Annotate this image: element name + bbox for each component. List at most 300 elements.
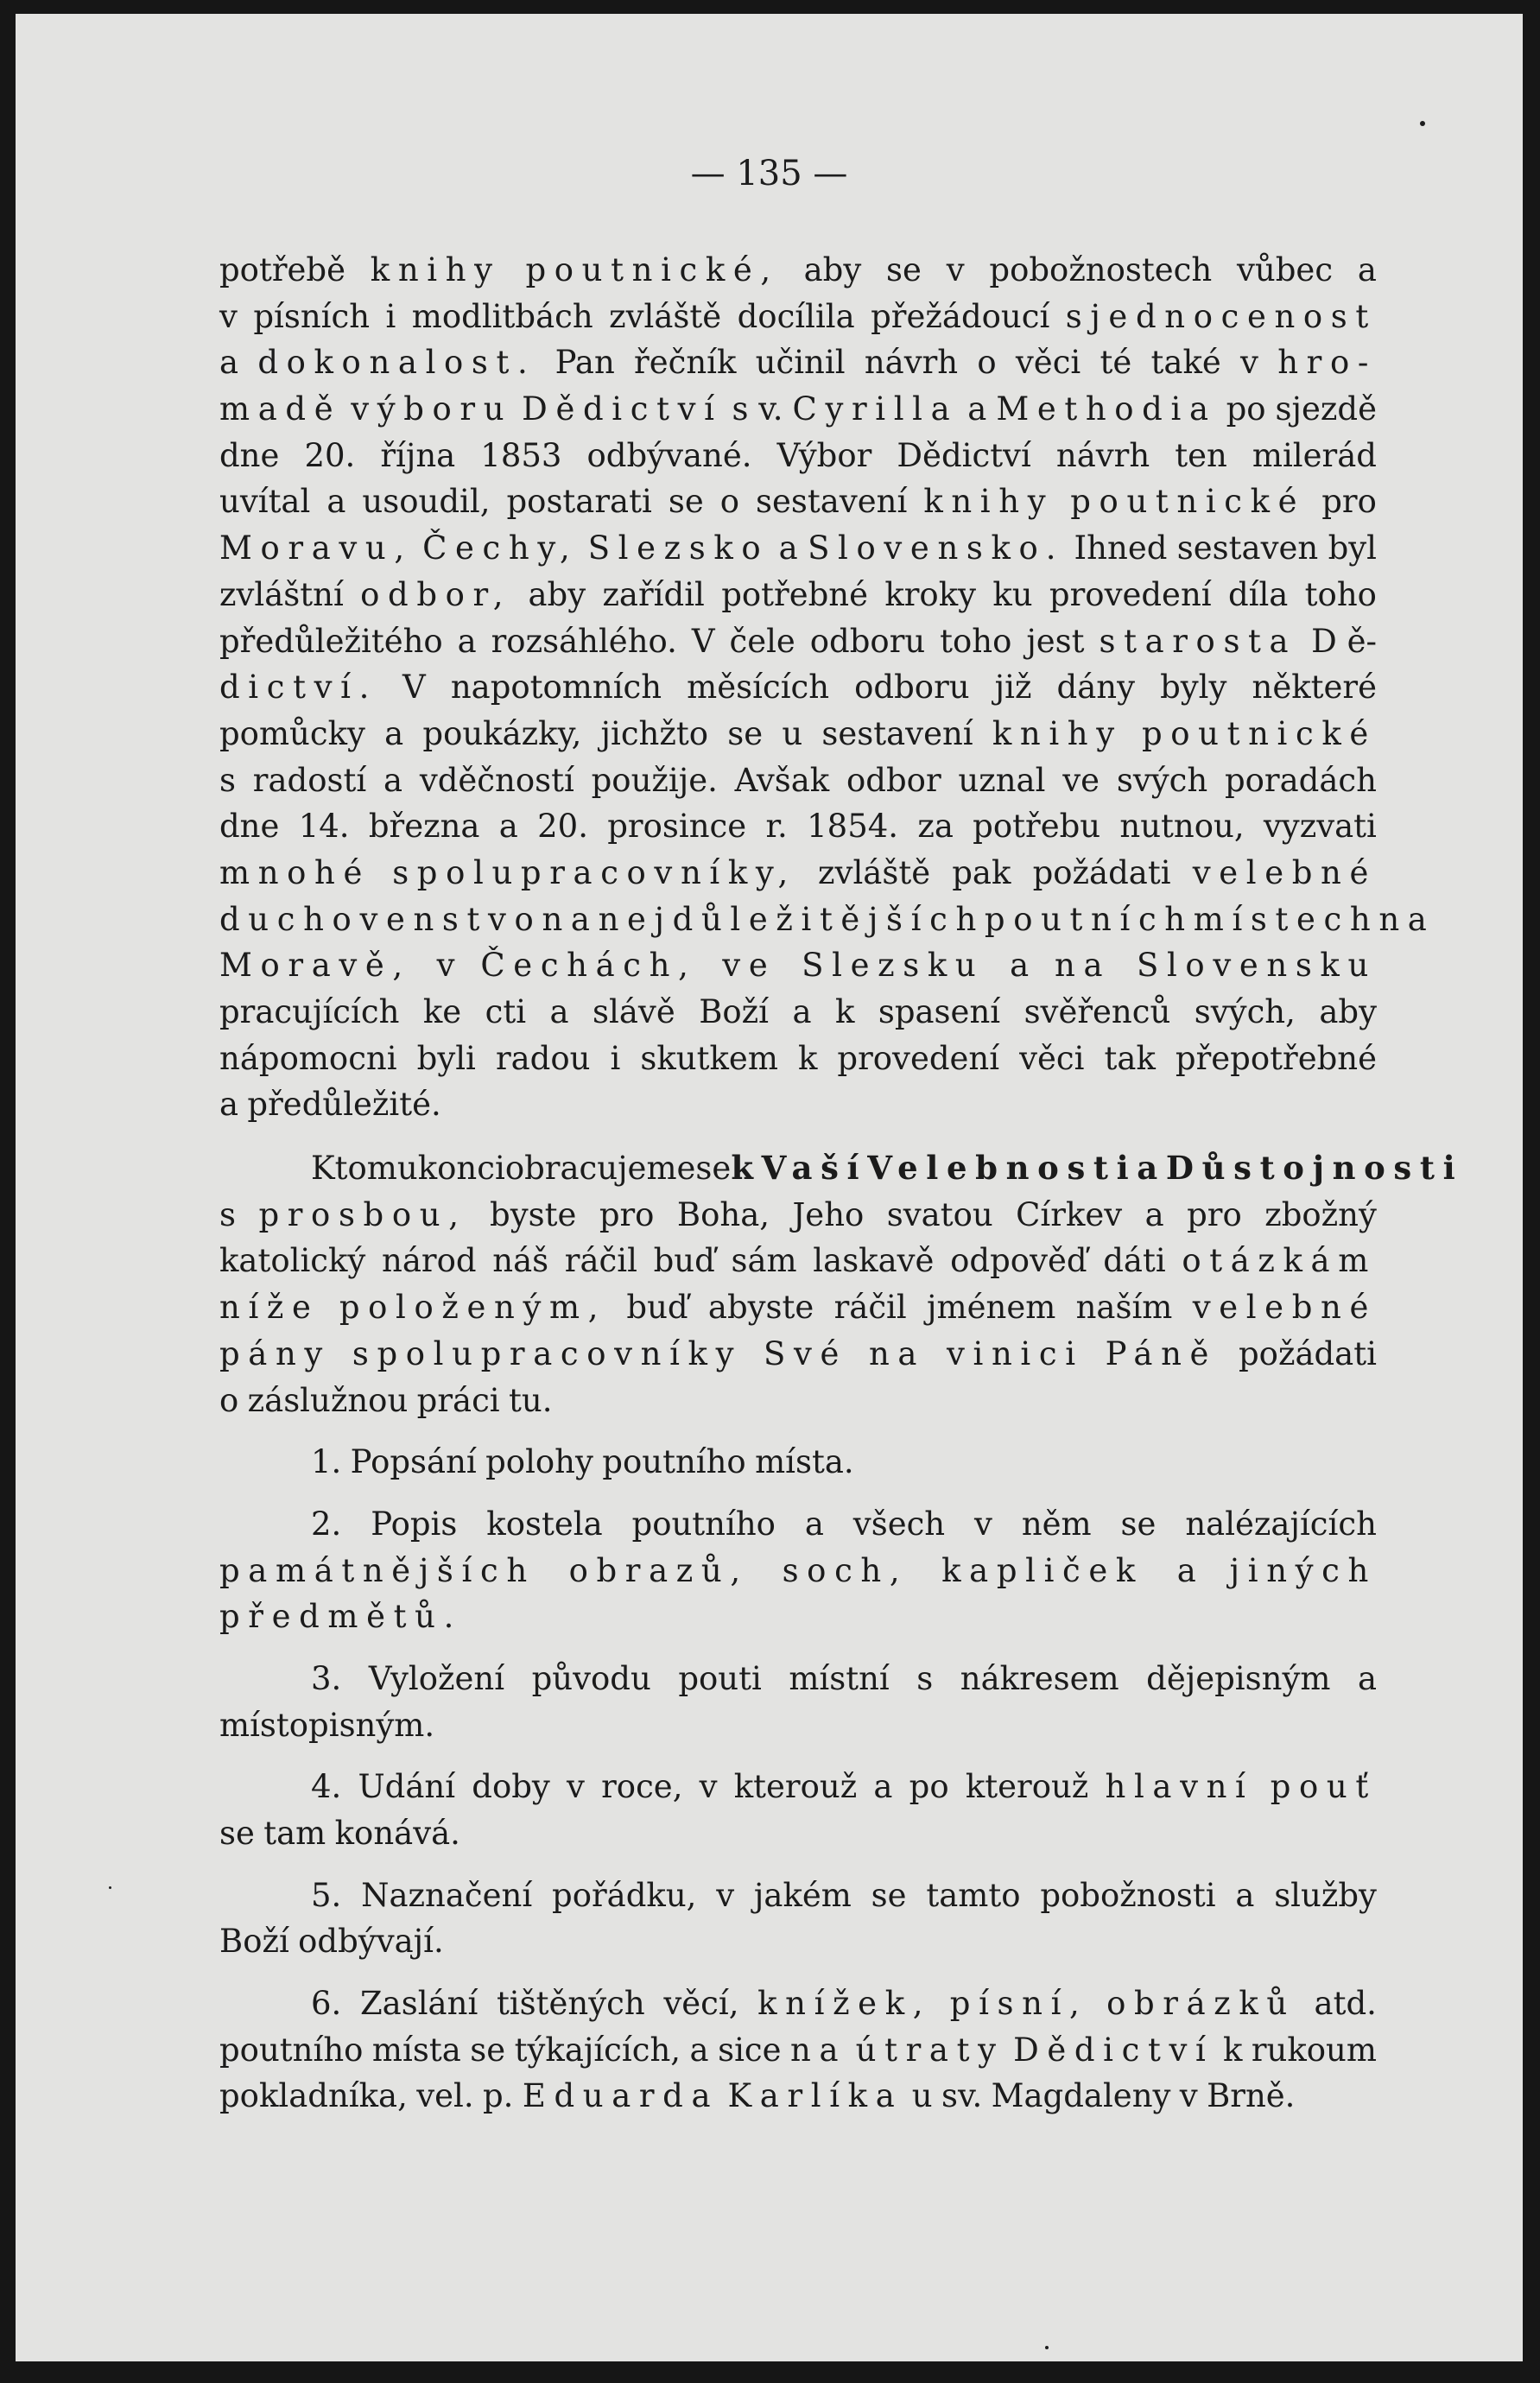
word: nejdůležitějších (598, 900, 985, 938)
word: návrh (864, 344, 959, 382)
word: místa (371, 2031, 461, 2069)
word: svěřenců (1023, 993, 1171, 1030)
word: konci (417, 1150, 505, 1188)
word: řečník (634, 344, 737, 382)
word: jakém (753, 1876, 852, 1914)
word: spolupracovníky (352, 1334, 743, 1372)
word: odbor (846, 761, 941, 799)
word: potřebě (219, 251, 345, 288)
word: sestavení (821, 714, 973, 752)
word: Pan (555, 344, 615, 382)
word: požádati (1238, 1334, 1377, 1372)
word: se (219, 1815, 255, 1852)
word: sice (718, 2031, 782, 2069)
word: dne (219, 808, 280, 846)
word: a (689, 2031, 709, 2069)
word: cti (485, 993, 527, 1030)
word: doby (472, 1768, 550, 1806)
word: Boží (219, 1923, 289, 1961)
word: laskavě (813, 1242, 935, 1280)
word: se (1120, 1505, 1157, 1543)
word: národ (382, 1242, 477, 1280)
word: nákresem (960, 1659, 1119, 1697)
word: pobožnosti (1040, 1876, 1216, 1914)
word: rozsáhlého. (491, 622, 677, 660)
list-item (219, 1764, 1377, 1856)
word: p. (483, 2077, 514, 2115)
word: Slezsku (802, 947, 985, 985)
word: písních (253, 297, 371, 335)
word: výboru (351, 390, 513, 428)
word: v (1179, 2077, 1198, 2115)
word: knihy (370, 251, 501, 288)
word: velebné (1192, 853, 1377, 891)
word: docílila (737, 297, 855, 335)
word: 3. (311, 1659, 342, 1697)
word: poutního (631, 1505, 776, 1543)
word: zařídil (602, 575, 705, 613)
word: s (916, 1659, 934, 1697)
word: obrázků (1106, 1985, 1296, 2023)
text-line (219, 1981, 1377, 2027)
paragraph-request (219, 247, 1435, 1128)
word: pouti (678, 1659, 762, 1697)
word: náš (492, 1242, 549, 1280)
word: věcí, (663, 1985, 739, 2023)
word: s (219, 761, 236, 799)
word: byly (1160, 669, 1227, 707)
word: března (368, 808, 480, 846)
word: hlavní (1105, 1768, 1254, 1806)
word: o (977, 344, 997, 382)
word: ráčil (564, 1242, 637, 1280)
word: se (727, 714, 764, 752)
word: níže (219, 1289, 320, 1327)
word: Církev (1016, 1195, 1123, 1233)
word: a (219, 344, 239, 382)
word: zvláště (818, 853, 931, 891)
word: D ě- (1311, 622, 1377, 660)
word: byste (490, 1195, 577, 1233)
paragraph-appeal (219, 1145, 1464, 1423)
word: Eduarda (522, 2077, 719, 2115)
word: 1854. (807, 808, 899, 846)
word: něm (1021, 1505, 1092, 1543)
word: za (917, 808, 954, 846)
word: vinici (946, 1334, 1084, 1372)
word: 14. (298, 808, 350, 846)
word: starosta (1099, 622, 1297, 660)
word: o (219, 1381, 239, 1419)
text-line (219, 757, 1377, 804)
word: se (695, 1150, 732, 1188)
word: s (219, 1195, 236, 1233)
text-line (219, 1873, 1377, 1919)
text-line (219, 1331, 1377, 1378)
word: u (911, 2077, 933, 2115)
word: v (219, 297, 238, 335)
word: poutního (219, 2031, 364, 2069)
word: Methodia (996, 390, 1217, 428)
word: Boha, (676, 1195, 770, 1233)
word: kostela (486, 1505, 603, 1543)
word: i (385, 297, 396, 335)
word: věci (1015, 344, 1081, 382)
word: ve (1062, 761, 1100, 799)
word: Brně. (1207, 2077, 1296, 2115)
word: služby (1274, 1876, 1377, 1914)
word: madě (219, 390, 342, 428)
word: 6. (311, 1985, 342, 2023)
word: nápomocni (219, 1039, 397, 1077)
word: v (946, 251, 965, 288)
word: ten (1175, 436, 1227, 474)
word: a (873, 1768, 893, 1806)
word: potřebu (973, 808, 1101, 846)
word: uznal (958, 761, 1046, 799)
word: práci (416, 1381, 500, 1419)
word: skutkem (640, 1039, 778, 1077)
word: věci (1019, 1039, 1085, 1077)
word: tomu (334, 1150, 418, 1188)
word: v (567, 1768, 585, 1806)
word: předmětů. (219, 1598, 462, 1636)
text-line (219, 1439, 1377, 1486)
word: modlitbách (411, 297, 593, 335)
word: a (1357, 251, 1377, 288)
word: sv. (941, 2077, 983, 2115)
page-text (219, 247, 1464, 2120)
word: písní, (949, 1985, 1088, 2023)
word: požádati (1032, 853, 1171, 891)
word: pracujících (219, 993, 400, 1030)
word: r. (765, 808, 788, 846)
word: útraty (855, 2031, 1004, 2069)
word: památnějších (219, 1551, 536, 1589)
word: a (1010, 947, 1030, 985)
text-line (219, 850, 1377, 897)
word: tak (1104, 1039, 1156, 1077)
word: u (782, 714, 803, 752)
word: ku (992, 575, 1033, 613)
word: Naznačení (361, 1876, 533, 1914)
text-line (219, 2027, 1377, 2074)
word: Ihned (1074, 529, 1168, 567)
word: Dědictví (897, 436, 1031, 474)
text-line (219, 1036, 1377, 1082)
word: odbor, (360, 575, 512, 613)
word: mnohé (219, 853, 371, 891)
list-item (219, 1981, 1377, 2120)
word: poutnické (1141, 714, 1377, 752)
text-line (219, 1284, 1377, 1331)
word: pro (1321, 483, 1377, 521)
word: poutnické (1070, 483, 1306, 521)
word: Boží (699, 993, 769, 1030)
word: buď (653, 1242, 715, 1280)
word: byl (1328, 529, 1377, 567)
word: poukázky, (422, 714, 582, 752)
word: nalézajících (1185, 1505, 1377, 1543)
word: poradách (1224, 761, 1377, 799)
text-line (219, 1918, 1377, 1965)
bold-phrase: kVašíVelebnostiaDůstojnosti (731, 1149, 1464, 1188)
word: 1853 (480, 436, 562, 474)
word: soch, (782, 1551, 909, 1589)
word: zvláště (609, 297, 722, 335)
word: duchovenstvo (219, 900, 542, 938)
word: spolupracovníky, (392, 853, 796, 891)
word: Dědictví (522, 390, 723, 428)
page-number: — 135 — (690, 154, 848, 193)
word: již (994, 669, 1032, 707)
word: vyzvati (1263, 808, 1377, 846)
word: tištěných (496, 1985, 645, 2023)
text-line (219, 942, 1377, 989)
text-line (219, 1702, 1377, 1749)
word: aby (1319, 993, 1377, 1030)
word: katolický (219, 1242, 366, 1280)
text-line (219, 525, 1377, 572)
word: V (402, 669, 426, 707)
word: svých (1116, 761, 1208, 799)
word: hro- (1277, 344, 1377, 382)
text-line (219, 1081, 1377, 1128)
word: sám (731, 1242, 797, 1280)
word: dáti (1103, 1242, 1166, 1280)
text-line (219, 1238, 1377, 1284)
text-line (219, 247, 1377, 294)
word: prosbou, (258, 1195, 467, 1233)
text-line (219, 572, 1377, 618)
list-item (219, 1501, 1377, 1640)
word: Slovensku (1137, 947, 1377, 985)
word: návrh (1055, 436, 1150, 474)
text-line (219, 294, 1377, 340)
word: místní (789, 1659, 890, 1697)
word: použije. (591, 761, 718, 799)
word: na (1055, 947, 1112, 985)
word: k (1222, 2031, 1243, 2069)
word: díla (1227, 575, 1289, 613)
word: provedení (1049, 575, 1212, 613)
word: po (909, 1768, 949, 1806)
word: odboru (854, 669, 970, 707)
word: usoudil, (362, 483, 491, 521)
word: knihy (992, 714, 1123, 752)
word: v (974, 1505, 992, 1543)
word: pro (1187, 1195, 1242, 1233)
word: také (1150, 344, 1221, 382)
word: jménem (927, 1289, 1056, 1327)
word: radou (495, 1039, 591, 1077)
word: pomůcky (219, 714, 365, 752)
word: 20. (537, 808, 588, 846)
word: v (699, 1768, 718, 1806)
word: pobožnostech (989, 251, 1213, 288)
word: té (1100, 344, 1132, 382)
word: Čechy, (422, 529, 579, 567)
word: potřebné (721, 575, 869, 613)
word: sjednocenost (1065, 297, 1377, 335)
word: knihy (923, 483, 1055, 521)
word: otázkám (1182, 1242, 1377, 1280)
word: října (380, 436, 456, 474)
word: Vyložení (368, 1659, 505, 1697)
word: spasení (878, 993, 1001, 1030)
word: měsících (687, 669, 830, 707)
word: dány (1056, 669, 1136, 707)
word: ráčil (833, 1289, 907, 1327)
word: se (886, 251, 922, 288)
word: na (868, 1334, 926, 1372)
word: k (834, 993, 855, 1030)
word: velebné (1192, 1289, 1377, 1327)
word: dictví. (219, 669, 377, 707)
word: pány (219, 1334, 331, 1372)
word: Popis (371, 1505, 458, 1543)
word: předůležité. (247, 1086, 441, 1124)
word: tam (263, 1815, 326, 1852)
word: Zaslání (359, 1985, 478, 2023)
word: na (790, 2031, 847, 2069)
word: Páně (1105, 1334, 1218, 1372)
word: 1. (311, 1443, 342, 1481)
word: přežádoucí (871, 297, 1050, 335)
text-line (219, 1378, 1377, 1424)
word: k (797, 1039, 818, 1077)
word: pak (952, 853, 1011, 891)
word: ve (722, 947, 776, 985)
word: odbývané. (586, 436, 752, 474)
word: a (549, 993, 569, 1030)
word: odpověď (950, 1242, 1087, 1280)
word: Čechách, (480, 947, 697, 985)
list-item (219, 1656, 1377, 1748)
text-line (219, 618, 1377, 665)
word: Své (764, 1334, 848, 1372)
text-line (219, 989, 1377, 1036)
word: Slovensko. (808, 529, 1065, 567)
word: jest (1026, 622, 1085, 660)
word: se (871, 1876, 907, 1914)
word: přepotřebné (1175, 1039, 1377, 1077)
word: kterouž (733, 1768, 858, 1806)
word: Moravu, (219, 529, 413, 567)
word: a (457, 622, 477, 660)
word: Výbor (776, 436, 872, 474)
word: vděčností (419, 761, 574, 799)
word: polohy (485, 1443, 593, 1481)
word: a (326, 483, 346, 521)
word: a (498, 808, 518, 846)
word: vel. (416, 2077, 474, 2115)
scan-speck (1045, 2346, 1049, 2349)
word: týkajících, (514, 2031, 681, 2069)
word: konává. (334, 1815, 460, 1852)
word: Magdaleny (991, 2077, 1171, 2115)
word: v (716, 1876, 735, 1914)
word: svatou (886, 1195, 993, 1233)
word: o (719, 483, 740, 521)
word: aby (528, 575, 586, 613)
list-item (219, 1873, 1377, 1965)
word: i (610, 1039, 621, 1077)
word: 2. (311, 1505, 342, 1543)
word: vůbec (1237, 251, 1334, 288)
word: Popsání (350, 1443, 477, 1481)
word: dokonalost. (257, 344, 536, 382)
text-line (219, 711, 1377, 757)
word: kapliček (941, 1551, 1144, 1589)
word: 4. (311, 1768, 342, 1806)
text-line (219, 1192, 1377, 1239)
word: kroky (884, 575, 977, 613)
text-line (219, 1145, 1464, 1192)
word: Udání (358, 1768, 456, 1806)
word: 5. (311, 1876, 342, 1914)
text-line (219, 1764, 1377, 1810)
word: ke (422, 993, 462, 1030)
word: K (311, 1150, 335, 1188)
word: pokladníka, (219, 2077, 408, 2115)
word: provedení (837, 1039, 1000, 1077)
word: odbývají. (298, 1923, 444, 1961)
text-line (219, 664, 1377, 711)
word: poutního (602, 1443, 746, 1481)
word: tamto (926, 1876, 1021, 1914)
word: v (436, 947, 455, 985)
word: čele (729, 622, 795, 660)
text-line (219, 803, 1377, 850)
text-line (219, 1810, 1377, 1857)
word: všech (852, 1505, 946, 1543)
text-line (219, 897, 1435, 943)
text-line (219, 479, 1377, 525)
word: knížek, (757, 1985, 932, 2023)
word: zvláštní (219, 575, 344, 613)
word: a (1357, 1659, 1377, 1697)
word: položeným, (339, 1289, 607, 1327)
word: a (804, 1505, 824, 1543)
word: Karlíka (727, 2077, 903, 2115)
word: obrazů, (568, 1551, 749, 1589)
word: roce, (601, 1768, 683, 1806)
word: buď (626, 1289, 688, 1327)
word: postarati (506, 483, 652, 521)
text-line (219, 386, 1377, 433)
word: a (219, 1086, 239, 1124)
word: prosince (607, 808, 747, 846)
word: s v. (732, 390, 783, 428)
word: učinil (755, 344, 846, 382)
word: sestaven (1176, 529, 1319, 567)
word: se (470, 2031, 506, 2069)
word: záslužnou (247, 1381, 409, 1419)
word: radostí (252, 761, 367, 799)
word: aby (803, 251, 862, 288)
scanned-page (16, 14, 1523, 2361)
word: a (383, 761, 403, 799)
word: dějepisným (1146, 1659, 1331, 1697)
word: sestavení (756, 483, 908, 521)
word: napotomních (450, 669, 662, 707)
word: a (1144, 1195, 1164, 1233)
word: a (778, 529, 798, 567)
word: některé (1252, 669, 1377, 707)
word: pro (599, 1195, 655, 1233)
word: zbožný (1264, 1195, 1377, 1233)
